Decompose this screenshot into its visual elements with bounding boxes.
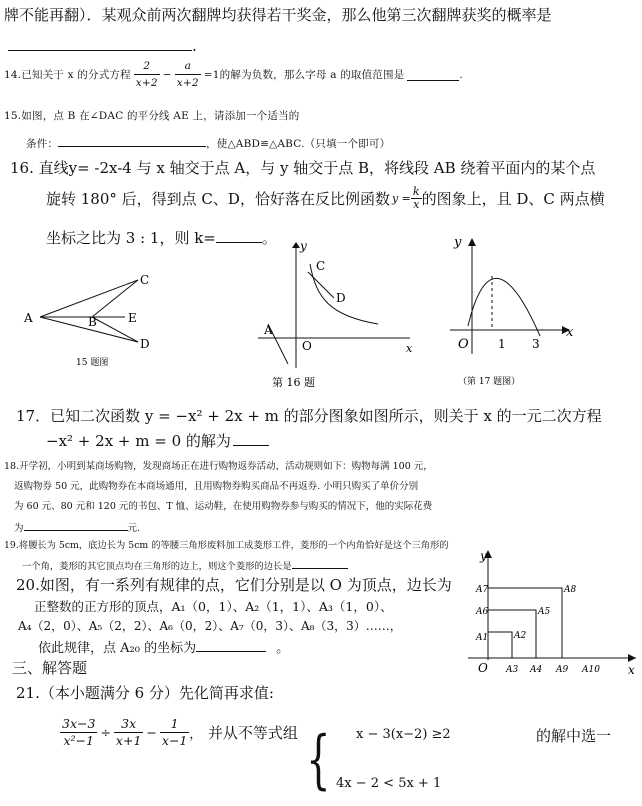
- q17-blank: [233, 433, 269, 446]
- q14-prefix: 14.已知关于 x 的分式方程: [4, 69, 131, 81]
- q18-line3: 为 60 元、80 元和 120 元的书包、T 恤、运动鞋，在使用购物券参与购买的情况下，他的实际花费: [14, 501, 433, 512]
- fig20-label-a3: A3: [506, 665, 519, 675]
- q15-blank: [58, 134, 206, 147]
- fig17-label-3: 3: [532, 337, 540, 351]
- q18-line2: 返购物券 50 元，此购物券在本商场通用，且用购物券购买商品不再返券. 小明只购买了单价分别: [14, 481, 419, 492]
- question-14: 14.已知关于 x 的分式方程 $\frac{2}{x+2}$ − $\frac{a}{x+2}$ =1的解为负数，那么字母 a 的取值范围是 .: [4, 60, 463, 89]
- fig17-label-x: x: [566, 325, 574, 340]
- fig17-label-1: 1: [498, 337, 506, 351]
- fig20-label-o: O: [478, 661, 488, 675]
- figure-20: [464, 548, 640, 676]
- system-brace: {: [306, 723, 331, 797]
- section-heading: 三、解答题: [12, 659, 88, 677]
- fig20-label-a5: A5: [538, 607, 551, 617]
- q15-condition-label: 条件：: [26, 138, 59, 150]
- fig17-label-o: O: [458, 337, 469, 352]
- q18-blank: [24, 518, 128, 531]
- fig16-label-x: x: [406, 342, 413, 355]
- fig20-label-a9: A9: [556, 665, 569, 675]
- fig17-caption: （第 17 题图）: [458, 377, 521, 387]
- fig15-label-d: D: [140, 337, 150, 351]
- fig16-label-o: O: [302, 339, 312, 353]
- fig16-caption: 第 16 题: [272, 376, 315, 389]
- q17-line2: −x² + 2x + m = 0 的解为: [46, 430, 269, 451]
- q19-line1: 19.将腰长为 5cm，底边长为 5cm 的等腰三角形废料加工成菱形工件，菱形的一个内角恰好是这个三角形的: [4, 540, 449, 551]
- q16-line1: 16. 直线y= -2x-4 与 x 轴交于点 A，与 y 轴交于点 B，将线段 AB 绕着平面内的某个点: [10, 159, 596, 177]
- q14-fraction-2: $\frac{a}{x+2}$: [176, 60, 199, 89]
- period: .: [192, 37, 197, 55]
- q18-line1: 18.开学初，小明到某商场购物，发现商场正在进行购物返券活动，活动规则如下：购物每满 100 元，: [4, 461, 433, 472]
- fig20-label-a6: A6: [476, 607, 489, 617]
- fig17-label-y: y: [454, 235, 462, 250]
- prev-question-answer-line: [8, 36, 197, 55]
- q20-line4: 依此规律，点 A₂₀ 的坐标为 。: [38, 641, 290, 656]
- q14-minus: −: [162, 68, 172, 81]
- q14-suffix: =1的解为负数，那么字母 a 的取值范围是: [203, 69, 405, 81]
- q14-blank: [407, 68, 459, 81]
- fig16-label-c: C: [316, 259, 326, 273]
- q16-k-over-x: $\frac{k}{x}$: [412, 185, 420, 211]
- q17-line1: 17．已知二次函数 y = −x² + 2x + m 的部分图象如图所示，则关于 x 的一元二次方程: [16, 407, 602, 425]
- q18-line4: 为 元.: [14, 518, 140, 534]
- fig20-label-a1: A1: [476, 633, 489, 643]
- q16-line2: 旋转 180° 后，得到点 C、D，恰好落在反比例函数 y = $\frac{k}{x}$ 的图象上，且 D、C 两点横: [46, 185, 605, 211]
- q19-blank: [292, 556, 348, 569]
- q21-expression: $\frac{3x-3}{\text{x²−1}}$ ÷ $\frac{3x}{x+1}$ − $\frac{1}{x-1}$ ， 并从不等式组: [62, 716, 298, 748]
- q16-line3: 坐标之比为 3 : 1，则 k= 。: [46, 229, 277, 247]
- fig15-caption: 15 题图: [76, 358, 109, 368]
- q20-line1: 20.如图，有一系列有规律的点，它们分别是以 O 为顶点，边长为: [16, 576, 452, 594]
- answer-blank: [8, 38, 192, 51]
- fig20-label-a2: A2: [514, 631, 527, 641]
- fig20-label-a10: A10: [582, 665, 600, 675]
- prev-question-text: 牌不能再翻）．某观众前两次翻牌均获得若干奖金，那么他第三次翻牌获奖的概率是: [4, 6, 552, 24]
- fig16-label-a: A: [264, 323, 273, 337]
- figure-16: [250, 238, 425, 398]
- q14-fraction-1: $\frac{2}{x+2}$: [135, 60, 158, 89]
- inequality-2: 4x − 2 < 5x + 1: [336, 776, 442, 791]
- q21-fraction-1: $\frac{3x-3}{\text{x²−1}}$: [62, 716, 96, 748]
- q20-blank: [196, 639, 266, 652]
- inequality-1: x − 3(x−2) ≥2: [356, 727, 451, 742]
- fig15-label-c: C: [140, 273, 150, 287]
- fig15-label-e: E: [128, 311, 137, 325]
- fig20-label-a8: A8: [564, 585, 577, 595]
- fig20-label-a7: A7: [476, 585, 489, 595]
- fig20-label-y: y: [480, 549, 487, 563]
- fig16-label-d: D: [336, 291, 346, 305]
- q21-title: 21.（本小题满分 6 分）先化简再求值:: [16, 684, 274, 702]
- q20-line3: A₄（2，0）、A₅（2，2）、A₆（0，2）、A₇（0，3）、A₈（3，3）……，: [18, 619, 402, 633]
- fig15-label-b: B: [88, 315, 97, 329]
- fig20-label-a4: A4: [530, 665, 543, 675]
- q21-fraction-2: $\frac{3x}{x+1}$: [115, 716, 142, 748]
- fig15-label-a: A: [24, 311, 33, 325]
- figure-15: [20, 270, 170, 370]
- q20-line2: 正整数的正方形的顶点，A₁（0，1）、A₂（1，1）、A₃（1，0）、: [34, 599, 393, 614]
- fig20-label-x: x: [628, 663, 635, 676]
- figure-17: [446, 232, 586, 392]
- q21-tail: 的解中选一: [536, 727, 612, 745]
- q15-line1: 15.如图，点 B 在∠DAC 的平分线 AE 上，请添加一个适当的: [4, 110, 300, 122]
- fig16-label-y: y: [300, 239, 307, 253]
- q19-line2: 一个角，菱形的其它顶点均在三角形的边上，则这个菱形的边长是: [22, 556, 348, 572]
- q15-line2: 条件： ，使△ABD≌△ABC.（只填一个即可）: [26, 134, 390, 151]
- q21-fraction-3: $\frac{1}{x-1}$: [161, 716, 188, 748]
